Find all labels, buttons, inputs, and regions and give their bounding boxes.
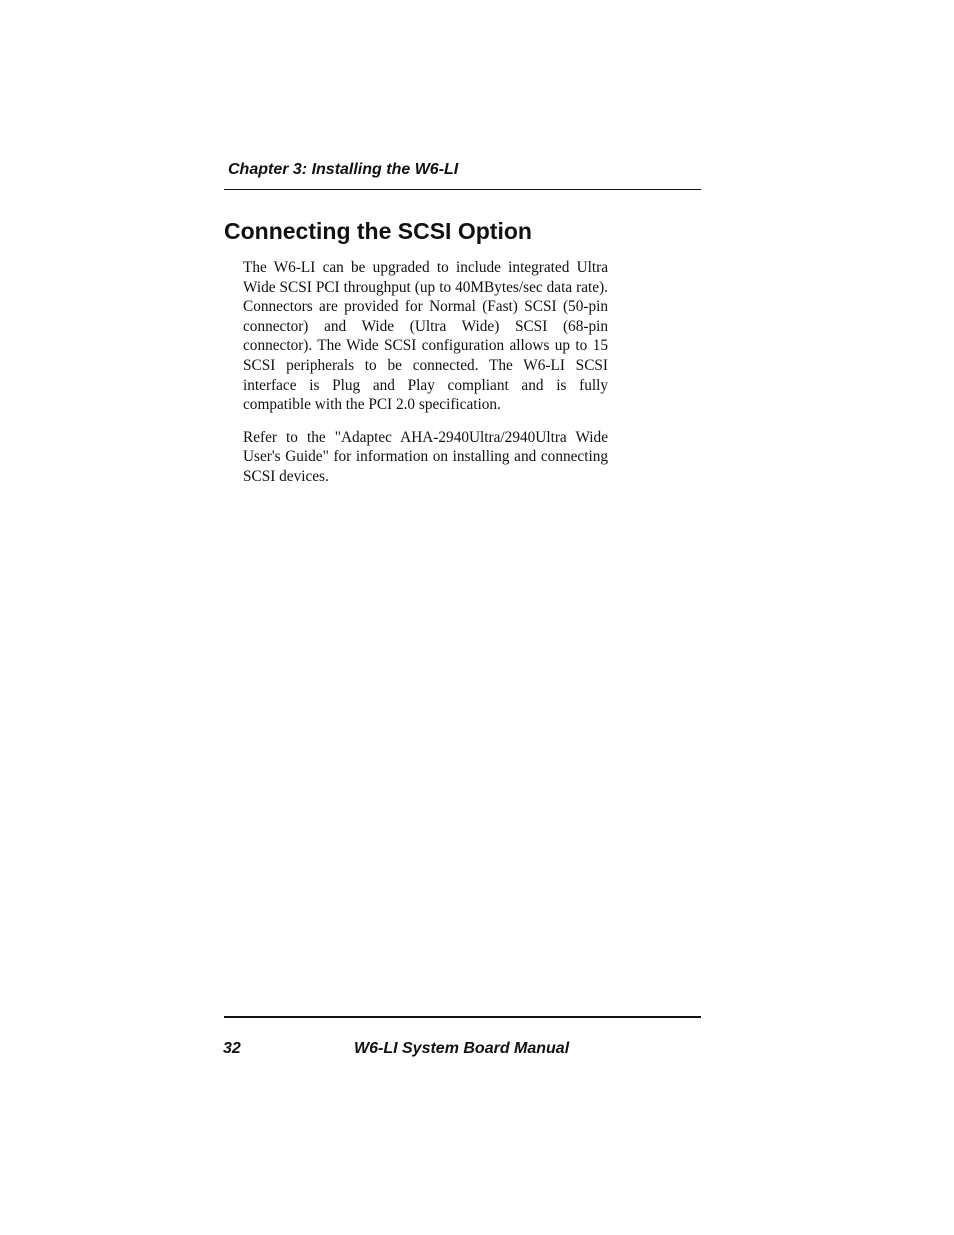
running-header: Chapter 3: Installing the W6-LI xyxy=(228,161,459,178)
section-title: Connecting the SCSI Option xyxy=(224,218,532,244)
page-number: 32 xyxy=(223,1040,241,1057)
paragraph-scsi-overview: The W6-LI can be upgraded to include integrated Ultra Wide SCSI PCI throughput (up to 40MBytes/sec data rate). Connectors are provided for Normal (Fast) SCSI (50-pin connector) and Wide (Ultra Wide) SCSI (68-pin connector). The Wide SCSI configuration allows up to 15 SCSI peripherals to be connected. The W6-LI SCSI interface is Plug and Play compliant and is fully compatible with the PCI 2.0 specification. xyxy=(243,259,608,414)
header-rule xyxy=(224,189,701,190)
paragraph-refer-guide: Refer to the "Adaptec AHA-2940Ultra/2940Ultra Wide User's Guide" for information on installing and connecting SCSI devices. xyxy=(243,428,608,485)
footer-rule xyxy=(224,1016,701,1018)
footer-manual-title: W6-LI System Board Manual xyxy=(354,1040,570,1057)
section-body xyxy=(243,258,608,487)
